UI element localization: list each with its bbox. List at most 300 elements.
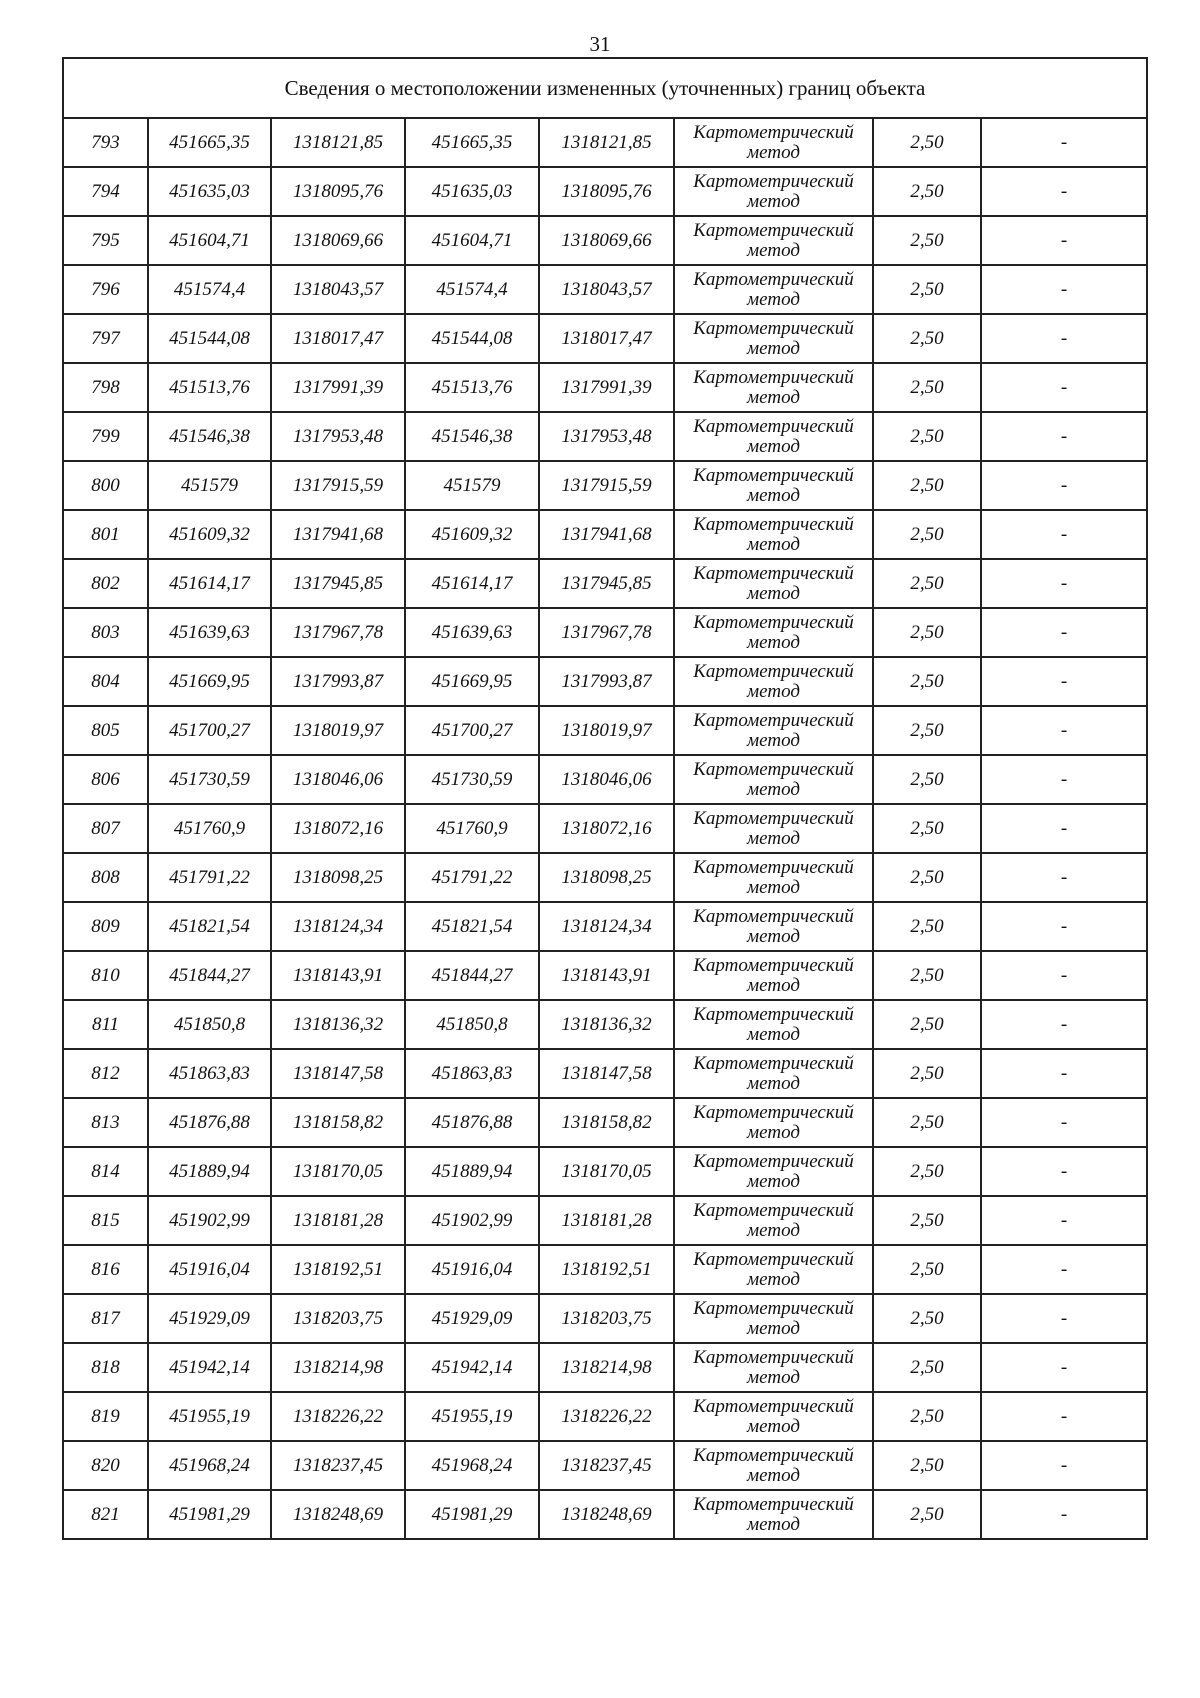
accuracy-cell: 2,50 [873, 1490, 981, 1539]
table-row [63, 657, 1147, 706]
existing-y-cell: 1318017,47 [271, 314, 405, 363]
refined-y-cell: 1318248,69 [539, 1490, 674, 1539]
existing-y-cell: 1318143,91 [271, 951, 405, 1000]
existing-x-cell: 451844,27 [148, 951, 271, 1000]
refined-y-cell: 1317967,78 [539, 608, 674, 657]
accuracy-cell: 2,50 [873, 559, 981, 608]
method-line-1: Картометрический [693, 366, 854, 388]
method-cell [674, 1196, 873, 1245]
refined-x-cell: 451850,8 [405, 1000, 539, 1049]
existing-y-cell: 1318147,58 [271, 1049, 405, 1098]
method-cell [674, 1049, 873, 1098]
note-cell: - [981, 755, 1147, 804]
accuracy-cell: 2,50 [873, 412, 981, 461]
refined-y-cell: 1318121,85 [539, 118, 674, 167]
method-line-1: Картометрический [693, 1493, 854, 1515]
accuracy-cell: 2,50 [873, 1392, 981, 1441]
table-row [63, 804, 1147, 853]
point-number-cell: 812 [63, 1049, 148, 1098]
method-cell [674, 118, 873, 167]
point-number-cell: 799 [63, 412, 148, 461]
refined-y-cell: 1318158,82 [539, 1098, 674, 1147]
method-line-2: метод [747, 239, 800, 261]
note-cell: - [981, 951, 1147, 1000]
table-row [63, 853, 1147, 902]
method-line-2: метод [747, 1415, 800, 1437]
refined-x-cell: 451513,76 [405, 363, 539, 412]
existing-y-cell: 1317915,59 [271, 461, 405, 510]
method-line-2: метод [747, 1121, 800, 1143]
existing-x-cell: 451760,9 [148, 804, 271, 853]
method-cell [674, 216, 873, 265]
refined-x-cell: 451876,88 [405, 1098, 539, 1147]
refined-x-cell: 451981,29 [405, 1490, 539, 1539]
method-line-1: Картометрический [693, 758, 854, 780]
note-cell: - [981, 853, 1147, 902]
existing-x-cell: 451604,71 [148, 216, 271, 265]
refined-y-cell: 1318237,45 [539, 1441, 674, 1490]
table-row [63, 1490, 1147, 1539]
existing-y-cell: 1318136,32 [271, 1000, 405, 1049]
refined-x-cell: 451760,9 [405, 804, 539, 853]
refined-x-cell: 451863,83 [405, 1049, 539, 1098]
refined-y-cell: 1317991,39 [539, 363, 674, 412]
method-line-2: метод [747, 778, 800, 800]
table-row [63, 1441, 1147, 1490]
table-row [63, 412, 1147, 461]
method-cell [674, 608, 873, 657]
existing-x-cell: 451639,63 [148, 608, 271, 657]
method-line-2: метод [747, 435, 800, 457]
accuracy-cell: 2,50 [873, 167, 981, 216]
accuracy-cell: 2,50 [873, 608, 981, 657]
method-line-2: метод [747, 1366, 800, 1388]
note-cell: - [981, 461, 1147, 510]
existing-x-cell: 451665,35 [148, 118, 271, 167]
note-cell: - [981, 608, 1147, 657]
point-number-cell: 818 [63, 1343, 148, 1392]
accuracy-cell: 2,50 [873, 1098, 981, 1147]
existing-x-cell: 451513,76 [148, 363, 271, 412]
method-line-1: Картометрический [693, 807, 854, 829]
point-number-cell: 793 [63, 118, 148, 167]
existing-y-cell: 1318203,75 [271, 1294, 405, 1343]
refined-x-cell: 451902,99 [405, 1196, 539, 1245]
method-line-1: Картометрический [693, 170, 854, 192]
accuracy-cell: 2,50 [873, 216, 981, 265]
existing-y-cell: 1318158,82 [271, 1098, 405, 1147]
accuracy-cell: 2,50 [873, 118, 981, 167]
refined-x-cell: 451544,08 [405, 314, 539, 363]
method-cell [674, 804, 873, 853]
method-line-2: метод [747, 729, 800, 751]
method-line-2: метод [747, 1317, 800, 1339]
method-cell [674, 1343, 873, 1392]
method-line-1: Картометрический [693, 121, 854, 143]
refined-y-cell: 1318095,76 [539, 167, 674, 216]
note-cell: - [981, 1392, 1147, 1441]
method-line-1: Картометрический [693, 1297, 854, 1319]
accuracy-cell: 2,50 [873, 265, 981, 314]
method-line-1: Картометрический [693, 464, 854, 486]
note-cell: - [981, 1343, 1147, 1392]
accuracy-cell: 2,50 [873, 804, 981, 853]
existing-y-cell: 1318226,22 [271, 1392, 405, 1441]
refined-x-cell: 451574,4 [405, 265, 539, 314]
existing-y-cell: 1318192,51 [271, 1245, 405, 1294]
refined-y-cell: 1317915,59 [539, 461, 674, 510]
table-row [63, 1147, 1147, 1196]
method-line-2: метод [747, 288, 800, 310]
existing-y-cell: 1318043,57 [271, 265, 405, 314]
refined-y-cell: 1318017,47 [539, 314, 674, 363]
refined-y-cell: 1317953,48 [539, 412, 674, 461]
method-cell [674, 657, 873, 706]
method-cell [674, 853, 873, 902]
method-line-2: метод [747, 680, 800, 702]
method-cell [674, 461, 873, 510]
existing-y-cell: 1317945,85 [271, 559, 405, 608]
existing-y-cell: 1317941,68 [271, 510, 405, 559]
table-row [63, 559, 1147, 608]
point-number-cell: 821 [63, 1490, 148, 1539]
existing-y-cell: 1317993,87 [271, 657, 405, 706]
table-row [63, 118, 1147, 167]
method-line-1: Картометрический [693, 415, 854, 437]
existing-y-cell: 1318072,16 [271, 804, 405, 853]
method-cell [674, 1245, 873, 1294]
existing-x-cell: 451850,8 [148, 1000, 271, 1049]
refined-y-cell: 1318147,58 [539, 1049, 674, 1098]
note-cell: - [981, 1098, 1147, 1147]
existing-x-cell: 451942,14 [148, 1343, 271, 1392]
method-line-1: Картометрический [693, 1003, 854, 1025]
method-cell [674, 902, 873, 951]
existing-x-cell: 451968,24 [148, 1441, 271, 1490]
existing-x-cell: 451574,4 [148, 265, 271, 314]
point-number-cell: 795 [63, 216, 148, 265]
method-cell [674, 1441, 873, 1490]
table-row [63, 1098, 1147, 1147]
refined-y-cell: 1318124,34 [539, 902, 674, 951]
table-title: Сведения о местоположении измененных (уточненных) границ объекта [63, 58, 1147, 118]
table-row [63, 167, 1147, 216]
method-line-2: метод [747, 386, 800, 408]
method-line-2: метод [747, 1170, 800, 1192]
existing-y-cell: 1318069,66 [271, 216, 405, 265]
existing-y-cell: 1318046,06 [271, 755, 405, 804]
point-number-cell: 819 [63, 1392, 148, 1441]
refined-y-cell: 1318192,51 [539, 1245, 674, 1294]
note-cell: - [981, 118, 1147, 167]
refined-x-cell: 451700,27 [405, 706, 539, 755]
point-number-cell: 817 [63, 1294, 148, 1343]
point-number-cell: 808 [63, 853, 148, 902]
refined-x-cell: 451889,94 [405, 1147, 539, 1196]
method-line-1: Картометрический [693, 1199, 854, 1221]
accuracy-cell: 2,50 [873, 657, 981, 706]
point-number-cell: 815 [63, 1196, 148, 1245]
existing-x-cell: 451889,94 [148, 1147, 271, 1196]
table-row [63, 1392, 1147, 1441]
method-line-2: метод [747, 827, 800, 849]
method-line-1: Картометрический [693, 1248, 854, 1270]
method-line-2: метод [747, 1072, 800, 1094]
existing-x-cell: 451929,09 [148, 1294, 271, 1343]
refined-x-cell: 451614,17 [405, 559, 539, 608]
accuracy-cell: 2,50 [873, 755, 981, 804]
method-cell [674, 1294, 873, 1343]
refined-x-cell: 451546,38 [405, 412, 539, 461]
note-cell: - [981, 265, 1147, 314]
note-cell: - [981, 1441, 1147, 1490]
refined-y-cell: 1318072,16 [539, 804, 674, 853]
method-line-2: метод [747, 1023, 800, 1045]
accuracy-cell: 2,50 [873, 1147, 981, 1196]
refined-x-cell: 451639,63 [405, 608, 539, 657]
note-cell: - [981, 216, 1147, 265]
refined-x-cell: 451968,24 [405, 1441, 539, 1490]
accuracy-cell: 2,50 [873, 461, 981, 510]
existing-x-cell: 451609,32 [148, 510, 271, 559]
accuracy-cell: 2,50 [873, 902, 981, 951]
method-cell [674, 167, 873, 216]
existing-y-cell: 1317991,39 [271, 363, 405, 412]
method-line-1: Картометрический [693, 562, 854, 584]
refined-x-cell: 451916,04 [405, 1245, 539, 1294]
method-cell [674, 265, 873, 314]
existing-x-cell: 451546,38 [148, 412, 271, 461]
accuracy-cell: 2,50 [873, 853, 981, 902]
method-line-2: метод [747, 974, 800, 996]
point-number-cell: 796 [63, 265, 148, 314]
existing-y-cell: 1318095,76 [271, 167, 405, 216]
method-cell [674, 1392, 873, 1441]
refined-x-cell: 451791,22 [405, 853, 539, 902]
existing-x-cell: 451669,95 [148, 657, 271, 706]
boundary-coordinates-table [62, 57, 1148, 1540]
method-line-1: Картометрический [693, 1150, 854, 1172]
table-row [63, 755, 1147, 804]
method-line-1: Картометрический [693, 513, 854, 535]
existing-x-cell: 451700,27 [148, 706, 271, 755]
refined-x-cell: 451730,59 [405, 755, 539, 804]
point-number-cell: 807 [63, 804, 148, 853]
method-line-1: Картометрический [693, 660, 854, 682]
method-cell [674, 1490, 873, 1539]
method-line-1: Картометрический [693, 1346, 854, 1368]
method-line-2: метод [747, 1219, 800, 1241]
method-cell [674, 314, 873, 363]
refined-y-cell: 1318181,28 [539, 1196, 674, 1245]
point-number-cell: 801 [63, 510, 148, 559]
table-row [63, 1196, 1147, 1245]
point-number-cell: 802 [63, 559, 148, 608]
refined-y-cell: 1318019,97 [539, 706, 674, 755]
refined-y-cell: 1318143,91 [539, 951, 674, 1000]
refined-y-cell: 1318214,98 [539, 1343, 674, 1392]
table-row [63, 1245, 1147, 1294]
refined-x-cell: 451665,35 [405, 118, 539, 167]
table-row [63, 951, 1147, 1000]
method-cell [674, 755, 873, 804]
method-cell [674, 1147, 873, 1196]
method-cell [674, 363, 873, 412]
method-line-2: метод [747, 141, 800, 163]
method-line-1: Картометрический [693, 268, 854, 290]
method-line-1: Картометрический [693, 905, 854, 927]
refined-y-cell: 1318043,57 [539, 265, 674, 314]
method-cell [674, 1000, 873, 1049]
table-row [63, 363, 1147, 412]
accuracy-cell: 2,50 [873, 951, 981, 1000]
refined-y-cell: 1317941,68 [539, 510, 674, 559]
note-cell: - [981, 559, 1147, 608]
point-number-cell: 809 [63, 902, 148, 951]
refined-x-cell: 451929,09 [405, 1294, 539, 1343]
existing-y-cell: 1318237,45 [271, 1441, 405, 1490]
table-row [63, 706, 1147, 755]
existing-y-cell: 1318181,28 [271, 1196, 405, 1245]
method-line-1: Картометрический [693, 317, 854, 339]
point-number-cell: 803 [63, 608, 148, 657]
method-line-2: метод [747, 337, 800, 359]
table-row [63, 608, 1147, 657]
note-cell: - [981, 412, 1147, 461]
note-cell: - [981, 1196, 1147, 1245]
note-cell: - [981, 1000, 1147, 1049]
existing-y-cell: 1318121,85 [271, 118, 405, 167]
existing-y-cell: 1318248,69 [271, 1490, 405, 1539]
point-number-cell: 794 [63, 167, 148, 216]
existing-x-cell: 451902,99 [148, 1196, 271, 1245]
accuracy-cell: 2,50 [873, 1000, 981, 1049]
refined-x-cell: 451942,14 [405, 1343, 539, 1392]
point-number-cell: 813 [63, 1098, 148, 1147]
note-cell: - [981, 1490, 1147, 1539]
method-line-2: метод [747, 484, 800, 506]
point-number-cell: 820 [63, 1441, 148, 1490]
refined-y-cell: 1318226,22 [539, 1392, 674, 1441]
existing-y-cell: 1318170,05 [271, 1147, 405, 1196]
point-number-cell: 800 [63, 461, 148, 510]
refined-x-cell: 451604,71 [405, 216, 539, 265]
method-line-1: Картометрический [693, 1395, 854, 1417]
refined-y-cell: 1318203,75 [539, 1294, 674, 1343]
note-cell: - [981, 1147, 1147, 1196]
method-line-1: Картометрический [693, 1052, 854, 1074]
method-line-1: Картометрический [693, 709, 854, 731]
accuracy-cell: 2,50 [873, 1196, 981, 1245]
refined-y-cell: 1318046,06 [539, 755, 674, 804]
existing-x-cell: 451863,83 [148, 1049, 271, 1098]
table-row [63, 1294, 1147, 1343]
existing-x-cell: 451791,22 [148, 853, 271, 902]
method-line-2: метод [747, 631, 800, 653]
existing-x-cell: 451614,17 [148, 559, 271, 608]
note-cell: - [981, 314, 1147, 363]
point-number-cell: 816 [63, 1245, 148, 1294]
method-cell [674, 510, 873, 559]
existing-y-cell: 1318214,98 [271, 1343, 405, 1392]
point-number-cell: 798 [63, 363, 148, 412]
existing-x-cell: 451544,08 [148, 314, 271, 363]
point-number-cell: 806 [63, 755, 148, 804]
existing-x-cell: 451821,54 [148, 902, 271, 951]
table-row [63, 902, 1147, 951]
accuracy-cell: 2,50 [873, 1049, 981, 1098]
accuracy-cell: 2,50 [873, 706, 981, 755]
existing-y-cell: 1317953,48 [271, 412, 405, 461]
method-line-1: Картометрический [693, 611, 854, 633]
refined-x-cell: 451669,95 [405, 657, 539, 706]
refined-x-cell: 451579 [405, 461, 539, 510]
table-row [63, 1343, 1147, 1392]
point-number-cell: 814 [63, 1147, 148, 1196]
refined-y-cell: 1318170,05 [539, 1147, 674, 1196]
refined-x-cell: 451609,32 [405, 510, 539, 559]
refined-y-cell: 1318098,25 [539, 853, 674, 902]
accuracy-cell: 2,50 [873, 1245, 981, 1294]
method-line-2: метод [747, 533, 800, 555]
point-number-cell: 805 [63, 706, 148, 755]
note-cell: - [981, 1245, 1147, 1294]
point-number-cell: 797 [63, 314, 148, 363]
note-cell: - [981, 167, 1147, 216]
table-row [63, 461, 1147, 510]
method-cell [674, 706, 873, 755]
point-number-cell: 810 [63, 951, 148, 1000]
note-cell: - [981, 1294, 1147, 1343]
method-line-1: Картометрический [693, 954, 854, 976]
refined-x-cell: 451635,03 [405, 167, 539, 216]
method-line-1: Картометрический [693, 856, 854, 878]
method-line-1: Картометрический [693, 1444, 854, 1466]
table-row [63, 265, 1147, 314]
note-cell: - [981, 510, 1147, 559]
accuracy-cell: 2,50 [873, 1441, 981, 1490]
refined-x-cell: 451955,19 [405, 1392, 539, 1441]
existing-x-cell: 451955,19 [148, 1392, 271, 1441]
existing-y-cell: 1317967,78 [271, 608, 405, 657]
note-cell: - [981, 1049, 1147, 1098]
method-line-2: метод [747, 190, 800, 212]
accuracy-cell: 2,50 [873, 314, 981, 363]
existing-x-cell: 451981,29 [148, 1490, 271, 1539]
refined-y-cell: 1318136,32 [539, 1000, 674, 1049]
existing-x-cell: 451916,04 [148, 1245, 271, 1294]
point-number-cell: 804 [63, 657, 148, 706]
method-line-1: Картометрический [693, 219, 854, 241]
existing-x-cell: 451579 [148, 461, 271, 510]
existing-x-cell: 451730,59 [148, 755, 271, 804]
existing-y-cell: 1318124,34 [271, 902, 405, 951]
method-line-1: Картометрический [693, 1101, 854, 1123]
note-cell: - [981, 706, 1147, 755]
existing-x-cell: 451635,03 [148, 167, 271, 216]
table-row [63, 314, 1147, 363]
note-cell: - [981, 657, 1147, 706]
table-row [63, 1000, 1147, 1049]
method-line-2: метод [747, 1464, 800, 1486]
method-cell [674, 559, 873, 608]
refined-y-cell: 1317945,85 [539, 559, 674, 608]
accuracy-cell: 2,50 [873, 1343, 981, 1392]
note-cell: - [981, 902, 1147, 951]
method-line-2: метод [747, 1513, 800, 1535]
accuracy-cell: 2,50 [873, 363, 981, 412]
note-cell: - [981, 363, 1147, 412]
